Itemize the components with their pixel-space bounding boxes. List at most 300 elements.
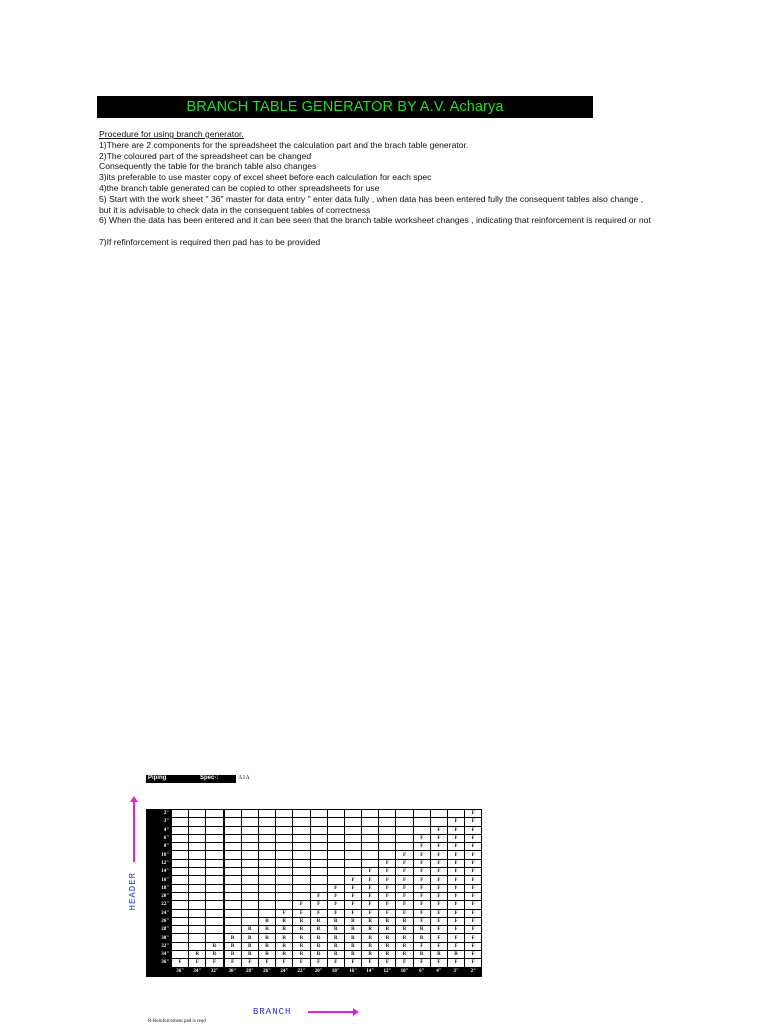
table-cell [189,892,206,900]
table-cell: F [413,892,430,900]
procedure-line: Consequently the table for the branch table also changes [99,161,317,172]
table-cell: R [413,926,430,934]
table-cell [258,876,275,884]
table-cell [224,884,242,892]
table-cell: F [448,851,465,859]
table-cell [189,926,206,934]
table-cell: F [448,868,465,876]
branch-size-label: 6" [413,967,430,976]
table-cell [224,826,242,834]
table-cell: F [430,917,447,925]
table-cell: R [241,926,258,934]
table-cell: F [413,909,430,917]
table-cell: F [465,901,482,909]
table-cell [327,868,344,876]
table-cell: R [327,917,344,925]
table-cell: F [396,892,413,900]
table-cell [310,868,327,876]
table-cell [379,818,396,826]
table-cell: F [465,934,482,942]
table-cell [258,826,275,834]
header-size-label: 14" [147,868,172,876]
table-cell [276,818,293,826]
table-cell [224,892,242,900]
table-row [147,851,482,859]
table-cell [327,843,344,851]
procedure-line [99,226,739,237]
table-cell [224,818,242,826]
table-cell: R [327,942,344,950]
table-cell [344,843,361,851]
branch-size-label: 12" [379,967,396,976]
table-cell: F [362,909,379,917]
table-cell: F [448,834,465,842]
table-cell [241,851,258,859]
table-cell [276,826,293,834]
table-cell [206,859,224,867]
table-cell [172,868,189,876]
table-cell: R [276,926,293,934]
table-cell [344,826,361,834]
branch-size-label: 34" [189,967,206,976]
table-cell [276,876,293,884]
table-cell: F [465,818,482,826]
table-cell [241,843,258,851]
table-cell [396,826,413,834]
table-cell [310,818,327,826]
table-cell: F [379,868,396,876]
table-cell: F [206,959,224,967]
table-cell [379,843,396,851]
table-cell: R [224,951,242,959]
table-cell [413,810,430,818]
table-cell: F [413,959,430,967]
table-cell: R [310,934,327,942]
table-cell: F [430,868,447,876]
table-cell [172,834,189,842]
table-cell: R [448,951,465,959]
table-cell: F [448,926,465,934]
table-cell: R [396,934,413,942]
table-row [147,876,482,884]
table-cell: F [344,959,361,967]
table-cell: F [379,901,396,909]
table-cell: F [379,909,396,917]
table-cell: R [224,942,242,950]
branch-size-label: 2" [465,967,482,976]
table-cell [206,917,224,925]
table-cell: F [448,826,465,834]
table-cell: F [448,917,465,925]
table-cell: F [396,884,413,892]
table-cell [241,834,258,842]
table-cell [258,859,275,867]
table-cell [172,859,189,867]
table-cell [189,909,206,917]
table-cell [310,810,327,818]
table-cell [241,909,258,917]
table-cell: F [379,876,396,884]
table-cell: F [344,901,361,909]
table-cell: F [276,909,293,917]
table-cell [189,826,206,834]
table-cell: F [430,909,447,917]
table-cell [293,868,310,876]
table-row [147,909,482,917]
table-cell: F [465,859,482,867]
table-cell: F [293,959,310,967]
procedure-section [99,129,739,248]
table-cell: F [413,868,430,876]
table-cell: F [310,901,327,909]
table-cell: F [396,876,413,884]
table-cell: R [379,934,396,942]
header-size-label: 20" [147,892,172,900]
table-cell: R [327,934,344,942]
header-size-label: 24" [147,909,172,917]
table-cell [172,843,189,851]
table-cell [379,826,396,834]
table-cell: F [344,909,361,917]
table-cell: R [327,926,344,934]
table-cell [344,859,361,867]
table-cell [206,868,224,876]
table-cell [276,884,293,892]
table-cell: R [276,951,293,959]
table-cell [206,892,224,900]
table-cell [293,843,310,851]
procedure-line: 1)There are 2 components for the spreadsheet the calculation part and the brach table generator. [99,139,469,150]
table-cell: R [362,926,379,934]
table-cell [224,876,242,884]
table-cell: R [276,942,293,950]
table-cell [189,901,206,909]
table-cell [430,818,447,826]
table-cell: R [413,951,430,959]
header-size-label: 12" [147,859,172,867]
table-cell: F [362,884,379,892]
table-cell: R [241,934,258,942]
table-cell [241,859,258,867]
table-cell [189,942,206,950]
table-cell [310,834,327,842]
table-cell: R [362,942,379,950]
table-cell [172,951,189,959]
table-cell [327,859,344,867]
table-cell: R [396,942,413,950]
table-cell [293,810,310,818]
procedure-line: 6) When the data has been entered and it can bee seen that the branch table worksheet changes , indicating that reinforcement is required or not [99,215,651,226]
table-cell [310,843,327,851]
procedure-lines [99,140,739,248]
header-size-label: 34" [147,951,172,959]
table-cell [172,926,189,934]
table-cell [258,868,275,876]
header-size-label: 2" [147,810,172,818]
table-cell: F [448,884,465,892]
table-cell [293,851,310,859]
table-row [147,934,482,942]
table-cell [276,851,293,859]
table-cell: F [224,959,242,967]
table-cell: R [379,951,396,959]
table-cell [362,843,379,851]
table-cell: R [396,926,413,934]
table-cell: R [206,951,224,959]
table-cell: R [258,934,275,942]
table-cell: F [362,901,379,909]
header-size-label: 4" [147,826,172,834]
table-cell [293,892,310,900]
branch-size-label: 22" [293,967,310,976]
table-row [147,901,482,909]
table-cell: F [396,851,413,859]
table-cell [396,843,413,851]
table-row [147,810,482,818]
procedure-heading: Procedure for using branch generator. [99,129,244,139]
table-cell [293,884,310,892]
table-cell: F [430,934,447,942]
procedure-line: 5) Start with the work sheet " 36" master for data entry " enter data fully , when data has been entered fully the consequent tables also change , [99,193,644,204]
table-cell [258,892,275,900]
table-corner [147,967,172,976]
table-cell: F [413,859,430,867]
table-cell: F [379,884,396,892]
table-cell [362,818,379,826]
table-cell [258,834,275,842]
table-cell [189,834,206,842]
table-cell: F [430,884,447,892]
table-cell: R [224,934,242,942]
table-cell [448,810,465,818]
table-row [147,868,482,876]
table-cell [224,917,242,925]
table-cell: F [413,834,430,842]
table-cell: F [448,942,465,950]
table-cell [310,876,327,884]
table-cell [327,876,344,884]
table-cell [344,868,361,876]
table-row [147,843,482,851]
table-cell: F [465,909,482,917]
branch-size-row [147,967,482,976]
table-cell: F [465,892,482,900]
header-size-label: 30" [147,934,172,942]
table-cell: F [430,901,447,909]
table-row [147,951,482,959]
table-cell [206,926,224,934]
table-cell [241,868,258,876]
table-cell: R [293,934,310,942]
branch-size-label: 4" [430,967,447,976]
table-cell: F [465,826,482,834]
table-cell [172,876,189,884]
table-cell: F [327,909,344,917]
table-cell [413,826,430,834]
table-cell: F [189,959,206,967]
header-size-label: 22" [147,901,172,909]
table-cell: F [430,834,447,842]
branch-size-label: 36" [172,967,189,976]
table-cell: F [465,876,482,884]
table-cell: F [430,826,447,834]
page-title: BRANCH TABLE GENERATOR BY A.V. Acharya [97,96,593,118]
table-cell: F [344,876,361,884]
table-cell [293,859,310,867]
table-cell: F [465,951,482,959]
table-row [147,834,482,842]
table-cell [189,859,206,867]
table-cell: F [172,959,189,967]
table-cell: R [310,926,327,934]
table-cell [276,843,293,851]
table-cell: F [293,901,310,909]
table-cell [379,810,396,818]
table-cell: F [258,959,275,967]
table-cell: F [310,909,327,917]
table-cell [172,909,189,917]
table-cell: R [327,951,344,959]
table-cell [172,851,189,859]
table-cell: F [448,934,465,942]
table-cell [327,810,344,818]
table-cell: F [362,868,379,876]
table-cell [362,859,379,867]
table-cell [276,892,293,900]
table-row [147,942,482,950]
table-cell [276,859,293,867]
branch-size-label: 14" [362,967,379,976]
table-cell: F [430,859,447,867]
table-cell [258,818,275,826]
table-cell: F [448,909,465,917]
table-cell [276,868,293,876]
table-cell [206,851,224,859]
table-cell [293,826,310,834]
table-cell: R [362,934,379,942]
table-cell [172,810,189,818]
table-cell: F [276,959,293,967]
branch-size-label: 26" [258,967,275,976]
table-cell: F [448,876,465,884]
table-cell: F [379,892,396,900]
table-cell [293,876,310,884]
header-size-label: 10" [147,851,172,859]
table-cell: F [413,917,430,925]
table-cell: F [413,843,430,851]
header-size-label: 26" [147,917,172,925]
header-size-label: 3" [147,818,172,826]
table-cell [206,884,224,892]
table-cell [172,826,189,834]
table-cell: F [413,876,430,884]
table-cell [430,810,447,818]
table-cell: R [379,917,396,925]
table-cell: R [293,926,310,934]
table-cell: R [241,942,258,950]
table-cell: F [448,892,465,900]
table-cell [224,810,242,818]
table-cell [327,818,344,826]
table-cell [310,884,327,892]
table-cell [362,834,379,842]
table-cell [189,818,206,826]
table-cell: F [430,892,447,900]
table-cell [344,818,361,826]
table-cell: F [448,843,465,851]
table-cell [172,818,189,826]
procedure-line: 4)the branch table generated can be copied to other spreadsheets for use [99,182,380,193]
table-cell: F [327,892,344,900]
table-cell: F [465,834,482,842]
table-cell: F [327,884,344,892]
table-cell [241,810,258,818]
table-cell: R [379,926,396,934]
table-cell: R [344,951,361,959]
table-cell [327,826,344,834]
branch-size-label: 28" [241,967,258,976]
table-cell [258,909,275,917]
table-cell [379,834,396,842]
table-cell [293,834,310,842]
table-cell: F [448,818,465,826]
procedure-line: 3)its preferable to use master copy of excel sheet before each calculation for each spec [99,172,432,183]
table-cell [206,876,224,884]
header-size-label: 6" [147,834,172,842]
table-cell [293,818,310,826]
table-cell: R [206,942,224,950]
table-cell: R [293,951,310,959]
table-cell [224,868,242,876]
table-cell [276,834,293,842]
reinforcement-note: R-Reinforcement pad is reqd [148,1019,206,1024]
table-cell [241,901,258,909]
table-cell: R [293,942,310,950]
branch-table-grid [146,809,482,977]
header-size-label: 8" [147,843,172,851]
table-cell [310,859,327,867]
table-cell [344,810,361,818]
header-size-label: 28" [147,926,172,934]
table-cell: F [465,926,482,934]
table-cell: R [396,917,413,925]
table-cell: F [396,901,413,909]
table-cell [362,826,379,834]
table-cell [172,901,189,909]
table-cell: F [327,901,344,909]
table-cell: R [379,942,396,950]
table-cell: R [362,917,379,925]
table-cell [224,909,242,917]
branch-size-label: 24" [276,967,293,976]
table-row [147,859,482,867]
table-cell [396,818,413,826]
table-cell [189,917,206,925]
table-cell [189,843,206,851]
table-cell: R [310,917,327,925]
table-cell [362,851,379,859]
spec-label: Spec-: [200,775,219,781]
table-cell [224,834,242,842]
table-cell: F [448,901,465,909]
table-cell: F [430,876,447,884]
branch-axis-label: BRANCH [253,1007,292,1017]
table-cell [258,901,275,909]
table-cell: F [362,876,379,884]
branch-size-label: 32" [206,967,224,976]
spec-bar [146,775,236,783]
table-cell [224,851,242,859]
